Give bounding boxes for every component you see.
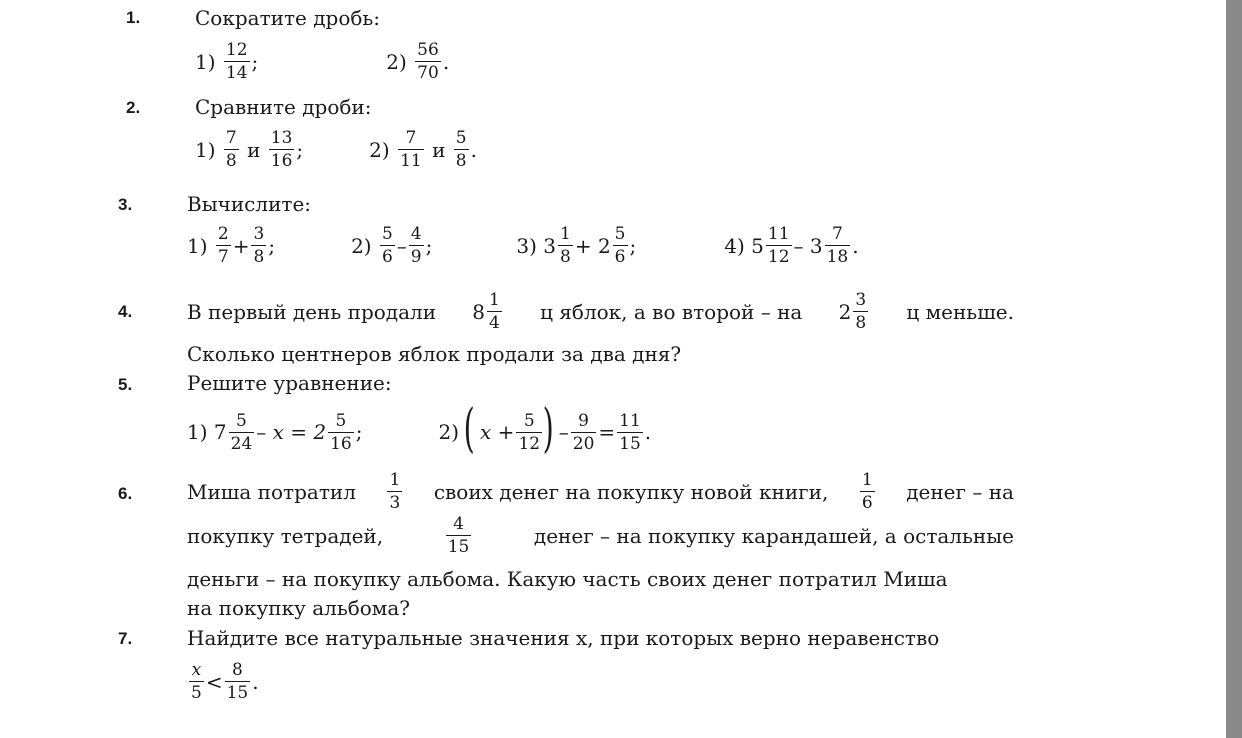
problem-number: 5.	[118, 375, 133, 394]
fraction: $\frac{5}{8}$	[455, 128, 467, 171]
problem-6-line-1: Миша потратил $\frac{1}{3}$ своих денег на покупку новой книги, $\frac{1}{6}$ денег – на	[187, 470, 1014, 513]
problem-1-items: 1) $\frac{12}{14}$ ; 2) $\frac{56}{70}$ .	[195, 40, 450, 83]
fraction: $\frac{1}{6}$	[861, 470, 873, 513]
problem-number: 1.	[126, 8, 141, 27]
fraction: $\frac{13}{16}$	[270, 128, 293, 171]
fraction: $\frac{56}{70}$	[417, 40, 439, 83]
problem-text: на покупку альбома?	[187, 596, 411, 620]
fraction: $\frac{7}{18}$	[826, 224, 849, 267]
fraction: $\frac{9}{20}$	[572, 410, 595, 454]
fraction: $\frac{11}{15}$	[619, 410, 641, 454]
fraction: $\frac{5}{12}$	[518, 410, 541, 454]
fraction: $\frac{4}{9}$	[410, 224, 422, 267]
fraction: $\frac{7}{8}$	[225, 128, 237, 171]
fraction: $\frac{8}{15}$	[226, 660, 249, 703]
fraction: $\frac{7}{11}$	[400, 128, 422, 171]
problem-text: деньги – на покупку альбома. Какую часть своих денег потратил Миша	[187, 567, 948, 591]
problem-6-line-2: покупку тетрадей, $\frac{4}{15}$ денег – на покупку карандашей, а остальные	[187, 514, 1014, 557]
problem-text: Сколько центнеров яблок продали за два дня?	[187, 342, 682, 366]
fraction: $\frac{5}{16}$	[330, 410, 352, 454]
problem-number: 2.	[126, 98, 141, 117]
fraction: $\frac{5}{24}$	[230, 410, 253, 454]
problem-5-items: 1) 7 $\frac{5}{24}$ – x = 2 $\frac{5}{16}$ ; 2) ( x + $\frac{5}{12}$ ) – $\frac{9}{20}$ = $\frac{11}{15}$ .	[187, 399, 652, 459]
scrollbar[interactable]	[1226, 0, 1242, 738]
problem-number: 4.	[118, 302, 133, 321]
fraction: $\frac{2}{7}$	[217, 224, 229, 267]
problem-text: Сократите дробь:	[195, 6, 381, 30]
problem-number: 6.	[118, 484, 133, 503]
problem-3-items: 1) $\frac{2}{7}$ + $\frac{3}{8}$ ; 2) $\frac{5}{6}$ – $\frac{4}{9}$ ; 3) 3 $\frac{1}{8}$ + 2 $\frac{5}{6}$ ; 4) 5 $\frac{11}{12}$ – 3 $\frac{7}{18}$ .	[187, 224, 859, 267]
fraction: $\frac{1}{8}$	[559, 224, 571, 267]
problem-4-line-1: В первый день продали 8 $\frac{1}{4}$ ц яблок, а во второй – на 2 $\frac{3}{8}$ ц меньше.	[187, 290, 1014, 333]
problem-text: Найдите все натуральные значения x, при которых верно неравенство	[187, 626, 940, 650]
fraction: $\frac{3}{8}$	[253, 224, 265, 267]
fraction: $\frac{x}{5}$	[191, 660, 202, 703]
problem-2-items: 1) $\frac{7}{8}$ и $\frac{13}{16}$ ; 2) $\frac{7}{11}$ и $\frac{5}{8}$ .	[195, 128, 477, 171]
problem-text: Сравните дроби:	[195, 95, 372, 119]
problem-text: Решите уравнение:	[187, 371, 392, 395]
fraction: $\frac{12}{14}$	[225, 40, 248, 83]
fraction: $\frac{1}{4}$	[489, 290, 500, 333]
fraction: $\frac{5}{6}$	[614, 224, 626, 267]
fraction: $\frac{1}{3}$	[389, 470, 401, 513]
fraction: $\frac{5}{6}$	[381, 224, 393, 267]
problem-number: 7.	[118, 629, 133, 648]
problem-7-items: $\frac{x}{5}$ < $\frac{8}{15}$ .	[191, 660, 259, 703]
problem-text: Вычислите:	[187, 192, 312, 216]
fraction: $\frac{4}{15}$	[447, 514, 470, 557]
problem-number: 3.	[118, 195, 133, 214]
fraction: $\frac{3}{8}$	[855, 290, 867, 333]
fraction: $\frac{11}{12}$	[767, 224, 790, 267]
